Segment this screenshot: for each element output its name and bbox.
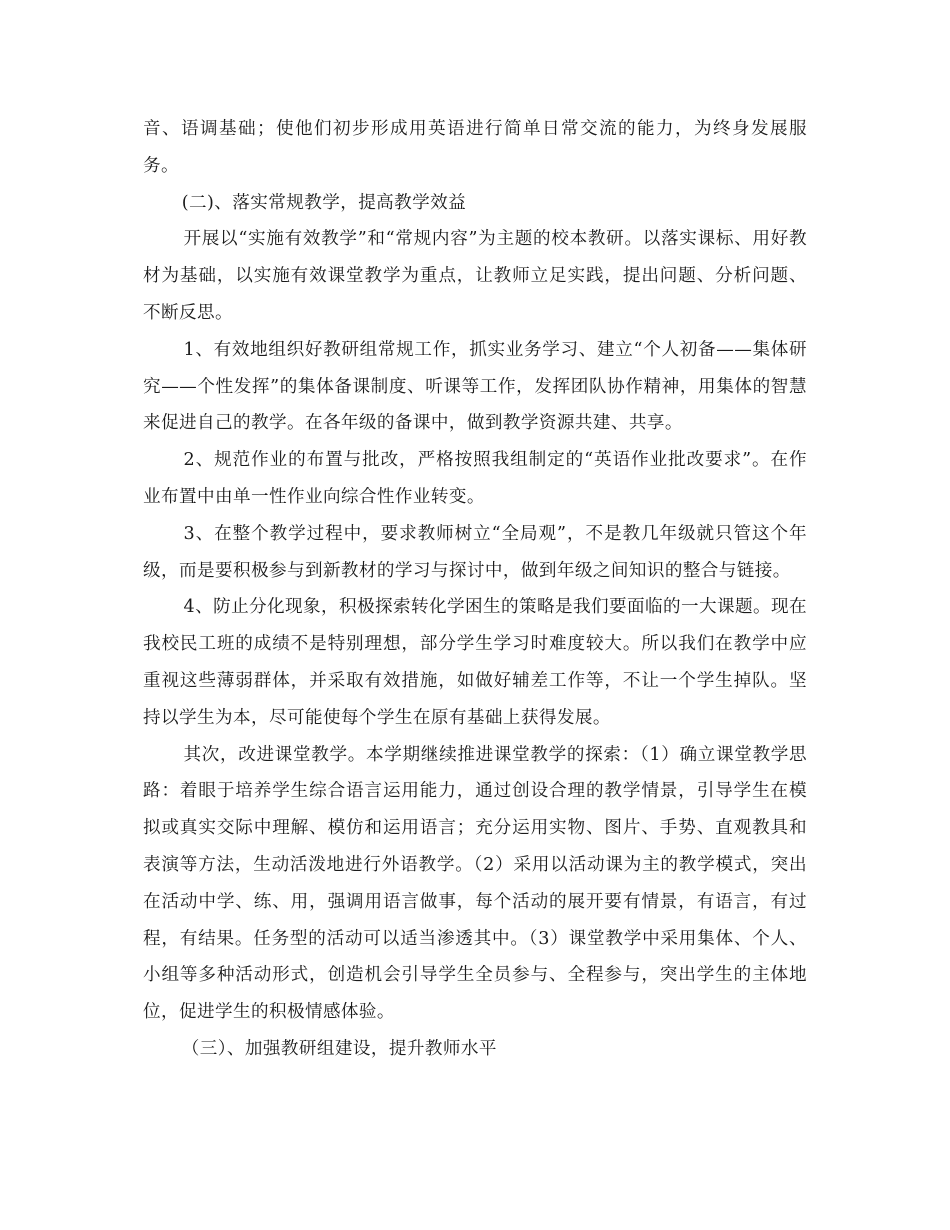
paragraph-item-1: 1、有效地组织好教研组常规工作，抓实业务学习、建立“个人初备——集体研究——个性发挥”的集体备课制度、听课等工作，发挥团队协作精神，用集体的智慧来促进自己的教学。在各年级的备课中，做到教学资源共建、共享。 [143, 339, 807, 434]
section-heading-2: (二)、落实常规教学，提高教学效益 [181, 192, 467, 213]
paragraph-item-4: 4、防止分化现象，积极探索转化学困生的策略是我们要面临的一大课题。现在我校民工班的成绩不是特别理想，部分学生学习时难度较大。所以我们在教学中应重视这些薄弱群体，并采取有效措施，如做好辅差工作等，不让一个学生掉队。坚持以学生为本，尽可能使每个学生在原有基础上获得发展。 [143, 597, 807, 728]
paragraph-continuation: 音、语调基础；使他们初步形成用英语进行简单日常交流的能力，为终身发展服务。 [143, 119, 807, 176]
section-heading-3: （三）、加强教研组建设，提升教师水平 [181, 1038, 497, 1059]
paragraph-item-2: 2、规范作业的布置与批改，严格按照我组制定的“英语作业批改要求”。在作业布置中由单一性作业向综合性作业转变。 [143, 450, 807, 507]
paragraph-teaching-research: 开展以“实施有效教学”和“常规内容”为主题的校本教研。以落实课标、用好教材为基础，以实施有效课堂教学为重点，让教师立足实践，提出问题、分析问题、不断反思。 [143, 229, 807, 323]
paragraph-classroom-teaching: 其次，改进课堂教学。本学期继续推进课堂教学的探索：（1）确立课堂教学思路：着眼于培养学生综合语言运用能力，通过创设合理的教学情景，引导学生在模拟或真实交际中理解、模仿和运用语言；充分运用实物、图片、手势、直观教具和表演等方法，生动活泼地进行外语教学。（2）采用以活动课为主的教学模式，突出在活动中学、练、用，强调用语言做事，每个活动的展开要有情景，有语言，有过程，有结果。任务型的活动可以适当渗透其中。（3）课堂教学中采用集体、个人、小组等多种活动形式，创造机会引导学生全员参与、全程参与，突出学生的主体地位，促进学生的积极情感体验。 [143, 744, 807, 1023]
paragraph-item-3: 3、在整个教学过程中，要求教师树立“全局观”，不是教几年级就只管这个年级，而是要积极参与到新教材的学习与探讨中，做到年级之间知识的整合与链接。 [143, 523, 807, 581]
document-page [143, 111, 807, 1068]
